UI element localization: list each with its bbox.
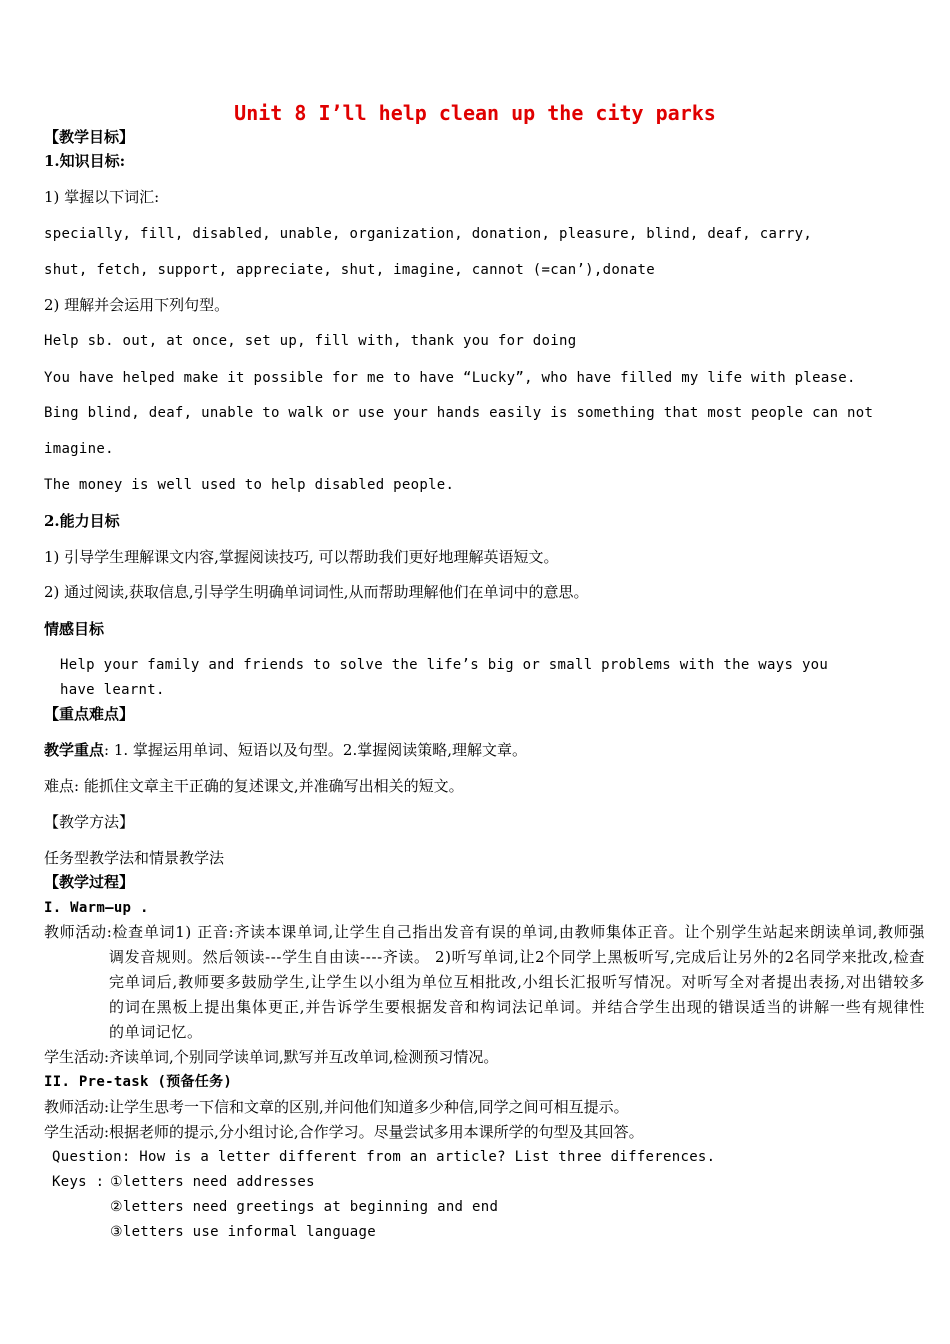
keys-label: Keys : [52, 1174, 105, 1190]
difficulty-text: 难点: 能抓住文章主干正确的复述课文,并准确写出相关的短文。 [44, 777, 464, 795]
page-title: Unit 8 I’ll help clean up the city parks [234, 101, 716, 125]
knowledge-goals-heading: 1.知识目标: [44, 152, 126, 170]
emotion-goal-line-1: Help your family and friends to solve the life’s big or small problems with the ways you [60, 657, 829, 673]
teacher-activity-1: 教师活动:检查单词1) 正音:齐读本课单词,让学生自己指出发音有误的单词,由教师集体正音。让个别学生站起来朗读单词,教师强调发音规则。然后领读---学生自由读----齐读。 2)听写单词,让2个同学上黑板听写,完成后让另外的2名同学来批改,检查完单词后,教师要多鼓励学生,让学生以小组为单位互相批改,小组长汇报听写情况。对听写全对者提出表扬,对出错较多的词在黑板上提出集体更正,并告诉学生要根据发音和构词法记单词。并结合学生出现的错误适当的讲解一些有规律性的单词记忆。 [44, 923, 925, 1041]
section-key-points: 【重点难点】 [44, 705, 135, 723]
emotion-goal-line-2: have learnt. [60, 682, 165, 698]
knowledge-item-1: 1) 掌握以下词汇: [44, 188, 160, 206]
sentence-pattern-1: Help sb. out, at once, set up, fill with, thank you for doing [44, 333, 577, 349]
key-item-2: ②letters need greetings at beginning and end [110, 1199, 499, 1215]
sentence-pattern-3-cont: imagine. [44, 441, 114, 457]
section-teaching-method: 【教学方法】 [44, 813, 135, 831]
teaching-focus-text: : 1. 掌握运用单词、短语以及句型。2.掌握阅读策略,理解文章。 [104, 741, 527, 759]
warm-up-heading: I. Warm—up . [44, 900, 149, 916]
section-teaching-process: 【教学过程】 [44, 873, 135, 891]
ability-item-1: 1) 引导学生理解课文内容,掌握阅读技巧, 可以帮助我们更好地理解英语短文。 [44, 548, 559, 566]
ability-goals-heading: 2.能力目标 [44, 512, 120, 530]
ability-item-2: 2) 通过阅读,获取信息,引导学生明确单词词性,从而帮助理解他们在单词中的意思。 [44, 583, 589, 601]
key-item-3: ③letters use informal language [110, 1224, 376, 1240]
sentence-pattern-4: The money is well used to help disabled people. [44, 477, 455, 493]
knowledge-item-2: 2) 理解并会运用下列句型。 [44, 296, 230, 314]
student-activity-2: 学生活动:根据老师的提示,分小组讨论,合作学习。尽量尝试多用本课所学的句型及其回答。 [44, 1123, 644, 1141]
vocabulary-line-1: specially, fill, disabled, unable, organization, donation, pleasure, blind, deaf, carry, [44, 226, 813, 242]
sentence-pattern-2: You have helped make it possible for me to have “Lucky”, who have filled my life with please. [44, 370, 856, 386]
pre-task-heading: II. Pre-task (预备任务) [44, 1074, 233, 1090]
teaching-method-text: 任务型教学法和情景教学法 [44, 849, 225, 867]
section-teaching-goals: 【教学目标】 [44, 128, 135, 146]
sentence-pattern-3: Bing blind, deaf, unable to walk or use your hands easily is something that most people can not [44, 405, 874, 421]
teacher-activity-2: 教师活动:让学生思考一下信和文章的区别,并问他们知道多少种信,同学之间可相互提示。 [44, 1098, 629, 1116]
student-activity-1: 学生活动:齐读单词,个别同学读单词,默写并互改单词,检测预习情况。 [44, 1048, 499, 1066]
vocabulary-line-2: shut, fetch, support, appreciate, shut, imagine, cannot (=can’),donate [44, 262, 656, 278]
key-item-1: ①letters need addresses [110, 1174, 315, 1190]
teaching-focus-label: 教学重点 [44, 741, 105, 759]
emotion-goals-heading: 情感目标 [44, 620, 105, 638]
question-text: Question: How is a letter different from an article? List three differences. [52, 1149, 716, 1165]
teaching-focus [44, 740, 527, 760]
